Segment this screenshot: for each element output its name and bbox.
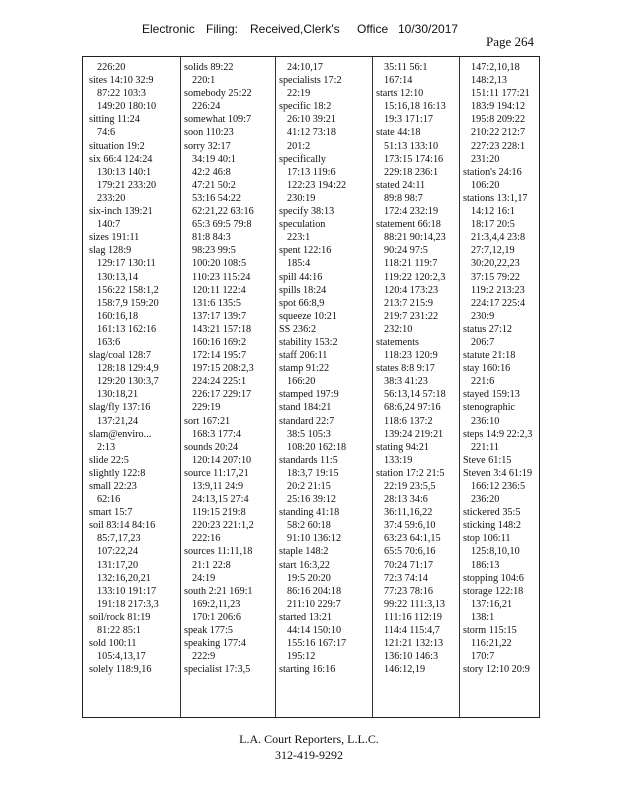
index-entry: steps 14:9 22:2,3 [463, 428, 533, 440]
index-page-refs: 119:22 120:2,3 [384, 271, 446, 283]
index-column-5 [463, 61, 551, 713]
index-entry: soil 83:14 84:16 [89, 520, 156, 532]
index-page-refs: 140:7 [97, 219, 121, 231]
index-entry: story 12:10 20:9 [463, 664, 530, 676]
index-page-refs: 88:21 90:14,23 [384, 232, 446, 244]
index-page-refs: 19:3 171:17 [384, 114, 433, 126]
index-page-refs: 77:23 78:16 [384, 585, 433, 597]
header-electronic: Electronic [142, 22, 195, 36]
index-page-refs: 230:9 [471, 310, 495, 322]
index-page-refs: 161:13 162:16 [97, 323, 157, 335]
index-page-refs: 44:14 150:10 [287, 625, 342, 637]
index-entry: status 27:12 [463, 323, 512, 335]
index-page-refs: 58:2 60:18 [287, 520, 331, 532]
index-page-refs: 226:17 229:17 [192, 389, 252, 401]
index-entry: standards 11:5 [279, 454, 338, 466]
index-entry: storage 122:18 [463, 585, 524, 597]
index-page-refs: 219:7 231:22 [384, 310, 439, 322]
index-page-refs: 148:2,13 [471, 75, 507, 87]
index-page-refs: 22:19 [287, 88, 311, 100]
index-page-refs: 183:9 194:12 [471, 101, 526, 113]
index-page-refs: 226:24 [192, 101, 221, 113]
index-page-refs: 90:24 97:5 [384, 245, 428, 257]
index-page-refs: 172:14 195:7 [192, 350, 247, 362]
index-entry: stand 184:21 [279, 402, 332, 414]
index-page-refs: 100:20 108:5 [192, 258, 247, 270]
index-entry: soon 110:23 [184, 127, 234, 139]
index-page-refs: 36:11,16,22 [384, 507, 433, 519]
index-page-refs: 133:10 191:17 [97, 585, 157, 597]
index-page-refs: 34:19 40:1 [192, 153, 236, 165]
header-filing: Filing: [206, 22, 239, 36]
index-page-refs: 2:13 [97, 441, 116, 453]
index-entry: Steve 61:15 [463, 454, 512, 466]
index-page-refs: 42:2 46:8 [192, 166, 231, 178]
index-page-refs: 72:3 74:14 [384, 572, 428, 584]
index-page-refs: 27:7,12,19 [471, 245, 515, 257]
column-divider [180, 57, 181, 717]
index-page-refs: 120:4 173:23 [384, 284, 439, 296]
index-page-refs: 19:5 20:20 [287, 572, 331, 584]
index-page-refs: 236:10 [471, 415, 500, 427]
index-page-refs: 62:16 [97, 494, 121, 506]
index-page-refs: 119:2 213:23 [471, 284, 525, 296]
index-page-refs: 21:1 22:8 [192, 559, 231, 571]
index-page-refs: 85:7,17,23 [97, 533, 141, 545]
index-entry: speaking 177:4 [184, 638, 246, 650]
index-page-refs: 22:19 23:5,5 [384, 481, 436, 492]
index-entry: slam@enviro... [89, 428, 152, 440]
index-page-refs: 197:15 208:2,3 [192, 363, 254, 375]
index-page-refs: 227:23 228:1 [471, 140, 526, 152]
index-entry: statement 66:18 [376, 219, 441, 231]
index-page-refs: 149:20 180:10 [97, 101, 157, 113]
index-page-refs: 56:13,14 57:18 [384, 389, 446, 401]
index-page-refs: 51:13 133:10 [384, 140, 439, 152]
index-entry: statements [376, 336, 420, 348]
index-entry: spent 122:16 [279, 245, 332, 257]
index-page-refs: 168:3 177:4 [192, 428, 241, 440]
index-page-refs: 160:16,18 [97, 310, 139, 322]
index-page-refs: 151:11 177:21 [471, 88, 530, 100]
index-page-refs: 86:16 204:18 [287, 585, 342, 597]
index-entry: staple 148:2 [279, 546, 329, 558]
index-entry: solely 118:9,16 [89, 664, 152, 676]
index-page-refs: 146:12,19 [384, 664, 426, 676]
index-entry: solids 89:22 [184, 62, 234, 73]
index-entry: station's 24:16 [463, 166, 522, 178]
index-entry: station 17:2 21:5 [376, 467, 445, 479]
index-entry: stamped 197:9 [279, 389, 339, 401]
index-page-refs: 108:20 162:18 [287, 441, 347, 453]
index-page-refs: 155:16 167:17 [287, 638, 347, 650]
index-entry: slag/fly 137:16 [89, 402, 151, 414]
index-entry: Steven 3:4 61:19 [463, 467, 533, 479]
index-entry: states 8:8 9:17 [376, 363, 435, 375]
index-page-refs: 201:2 [287, 140, 311, 152]
index-page-refs: 129:20 130:3,7 [97, 376, 159, 388]
index-page-refs: 53:16 54:22 [192, 192, 241, 204]
index-page-refs: 14:12 16:1 [471, 206, 515, 218]
index-page-refs: 114:4 115:4,7 [384, 625, 440, 637]
header-office: Office [357, 22, 389, 36]
index-page-refs: 221:6 [471, 376, 495, 388]
index-page-refs: 20:2 21:15 [287, 481, 331, 492]
index-entry: stickered 35:5 [463, 507, 521, 519]
footer-phone: 312-419-9292 [275, 748, 343, 762]
index-page-refs: 233:20 [97, 192, 126, 204]
index-entry: somebody 25:22 [184, 88, 252, 100]
index-page-refs: 89:8 98:7 [384, 192, 423, 204]
index-page-refs: 129:17 130:11 [97, 258, 156, 270]
index-page-refs: 119:15 219:8 [192, 507, 246, 519]
index-page-refs: 81:8 84:3 [192, 232, 231, 244]
index-page-refs: 160:16 169:2 [192, 336, 247, 348]
index-entry: spills 18:24 [279, 284, 327, 296]
index-page-refs: 37:4 59:6,10 [384, 520, 436, 532]
column-divider [372, 57, 373, 717]
index-entry: slightly 122:8 [89, 467, 146, 479]
index-page-refs: 222:16 [192, 533, 221, 545]
index-page-refs: 120:11 122:4 [192, 284, 246, 296]
index-entry: somewhat 109:7 [184, 114, 252, 126]
index-page-refs: 232:10 [384, 323, 413, 335]
index-entry: source 11:17,21 [184, 467, 249, 479]
index-page-refs: 24:13,15 27:4 [192, 494, 249, 506]
index-entry: slag/coal 128:7 [89, 350, 151, 362]
index-page-refs: 38:5 105:3 [287, 428, 331, 440]
index-page-refs: 137:17 139:7 [192, 310, 247, 322]
index-page-refs: 122:23 194:22 [287, 179, 347, 191]
index-page-refs: 195:12 [287, 651, 316, 663]
index-entry: standing 41:18 [279, 507, 340, 519]
index-entry: sticking 148:2 [463, 520, 522, 532]
index-page-refs: 236:20 [471, 494, 500, 506]
index-entry: standard 22:7 [279, 415, 335, 427]
index-page-refs: 220:23 221:1,2 [192, 520, 254, 532]
index-page-refs: 173:15 174:16 [384, 153, 444, 165]
index-page-refs: 210:22 212:7 [471, 127, 526, 139]
index-page-refs: 110:23 115:24 [192, 271, 251, 283]
index-entry: smart 15:7 [89, 507, 133, 519]
index-page-refs: 30:20,22,23 [471, 258, 520, 270]
index-page-refs: 18:3,7 19:15 [287, 467, 339, 479]
index-entry: speculation [279, 219, 326, 231]
index-entry: stayed 159:13 [463, 389, 520, 401]
index-page-refs: 47:21 50:2 [192, 179, 236, 191]
index-table [82, 56, 540, 718]
header-date: 10/30/2017 [398, 22, 459, 36]
index-page-refs: 62:21,22 63:16 [192, 206, 254, 218]
index-page-refs: 226:20 [97, 62, 126, 73]
index-page-refs: 111:16 112:19 [384, 611, 443, 623]
column-divider [275, 57, 276, 717]
index-page-refs: 158:7,9 159:20 [97, 297, 159, 309]
index-page-refs: 99:22 111:3,13 [384, 598, 445, 610]
index-entry: starting 16:16 [279, 664, 336, 676]
index-column-4 [376, 61, 464, 713]
index-page-refs: 186:13 [471, 559, 500, 571]
index-page-refs: 138:1 [471, 611, 495, 623]
index-page-refs: 70:24 71:17 [384, 559, 433, 571]
index-entry: stenographic [463, 402, 516, 414]
index-page-refs: 185:4 [287, 258, 311, 270]
index-page-refs: 116:21,22 [471, 638, 512, 650]
index-page-refs: 41:12 73:18 [287, 127, 336, 139]
index-page-refs: 24:19 [192, 572, 216, 584]
index-page-refs: 118:23 120:9 [384, 350, 438, 362]
index-page-refs: 87:22 103:3 [97, 88, 146, 100]
index-entry: stop 106:11 [463, 533, 511, 545]
index-entry: sites 14:10 32:9 [89, 75, 154, 87]
index-page-refs: 206:7 [471, 336, 495, 348]
index-entry: sizes 191:11 [89, 232, 140, 244]
index-entry: sounds 20:24 [184, 441, 239, 453]
index-page-refs: 191:18 217:3,3 [97, 598, 159, 610]
index-page-refs: 172:4 232:19 [384, 206, 439, 218]
index-entry: situation 19:2 [89, 140, 145, 152]
index-page-refs: 38:3 41:23 [384, 376, 428, 388]
index-page-refs: 211:10 229:7 [287, 598, 341, 610]
index-entry: sort 167:21 [184, 415, 231, 427]
index-page-refs: 166:20 [287, 376, 316, 388]
index-page-refs: 213:7 215:9 [384, 297, 433, 309]
index-entry: stability 153:2 [279, 336, 338, 348]
index-page-refs: 106:20 [471, 179, 500, 191]
index-entry: sold 100:11 [89, 638, 137, 650]
index-entry: stamp 91:22 [279, 363, 330, 375]
index-page-refs: 15:16,18 16:13 [384, 101, 446, 113]
index-page-refs: 147:2,10,18 [471, 62, 520, 73]
index-page-refs: 118:6 137:2 [384, 415, 433, 427]
header-received-clerks: Received,Clerk's [250, 22, 340, 36]
index-page-refs: 131:17,20 [97, 559, 139, 571]
index-page-refs: 179:21 233:20 [97, 179, 157, 191]
index-entry: squeeze 10:21 [279, 310, 337, 322]
index-page-refs: 139:24 219:21 [384, 428, 444, 440]
index-page-refs: 24:10,17 [287, 62, 323, 73]
index-entry: specific 18:2 [279, 101, 332, 113]
index-column-2 [184, 61, 272, 713]
index-entry: stated 24:11 [376, 179, 426, 191]
index-page-refs: 28:13 34:6 [384, 494, 428, 506]
index-entry: state 44:18 [376, 127, 421, 139]
index-page-refs: 128:18 129:4,9 [97, 363, 159, 375]
index-entry: started 13:21 [279, 611, 332, 623]
index-entry: small 22:23 [89, 481, 137, 492]
footer-company: L.A. Court Reporters, L.L.C. [239, 732, 379, 746]
index-page-refs: 107:22,24 [97, 546, 139, 558]
index-page-refs: 125:8,10,10 [471, 546, 520, 558]
index-page-refs: 105:4,13,17 [97, 651, 146, 663]
index-page-refs: 63:23 64:1,15 [384, 533, 441, 545]
index-page-refs: 136:10 146:3 [384, 651, 439, 663]
index-page-refs: 220:1 [192, 75, 216, 87]
index-column-1 [89, 61, 177, 713]
index-page-refs: 91:10 136:12 [287, 533, 342, 545]
index-entry: sources 11:11,18 [184, 546, 253, 558]
index-page-refs: 13:9,11 24:9 [192, 481, 244, 492]
index-page-refs: 118:21 119:7 [384, 258, 438, 270]
index-column-3 [279, 61, 367, 713]
index-page-refs: 195:8 209:22 [471, 114, 526, 126]
index-entry: soil/rock 81:19 [89, 611, 151, 623]
index-page-refs: 131:6 135:5 [192, 297, 241, 309]
index-page-refs: 130:13 140:1 [97, 166, 152, 178]
index-page-refs: 21:3,4,4 23:8 [471, 232, 526, 244]
index-page-refs: 163:6 [97, 336, 121, 348]
index-entry: sitting 11:24 [89, 114, 140, 126]
index-entry: slide 22:5 [89, 454, 129, 466]
index-page-refs: 229:19 [192, 402, 221, 414]
index-page-refs: 26:10 39:21 [287, 114, 336, 126]
index-page-refs: 37:15 79:22 [471, 271, 520, 283]
index-entry: stations 13:1,17 [463, 192, 528, 204]
index-page-refs: 132:16,20,21 [97, 572, 151, 584]
index-entry: speak 177:5 [184, 625, 233, 637]
index-page-refs: 221:11 [471, 441, 499, 453]
index-entry: staff 206:11 [279, 350, 328, 362]
index-entry: stopping 104:6 [463, 572, 524, 584]
index-entry: SS 236:2 [279, 323, 317, 335]
index-page-refs: 223:1 [287, 232, 311, 244]
index-page-refs: 81:22 85:1 [97, 625, 141, 637]
index-page-refs: 170:1 206:6 [192, 611, 241, 623]
index-page-refs: 222:9 [192, 651, 216, 663]
index-entry: specify 38:13 [279, 206, 335, 218]
index-page-refs: 65:3 69:5 79:8 [192, 219, 252, 231]
index-entry: six 66:4 124:24 [89, 153, 153, 165]
index-entry: spot 66:8,9 [279, 297, 325, 309]
index-page-refs: 133:19 [384, 454, 413, 466]
index-page-refs: 25:16 39:12 [287, 494, 336, 506]
index-page-refs: 166:12 236:5 [471, 481, 526, 492]
index-entry: spill 44:16 [279, 271, 323, 283]
index-entry: specifically [279, 153, 326, 165]
index-page-refs: 74:6 [97, 127, 116, 139]
index-page-refs: 224:24 225:1 [192, 376, 247, 388]
index-entry: south 2:21 169:1 [184, 585, 253, 597]
index-page-refs: 98:23 99:5 [192, 245, 236, 257]
index-page-refs: 229:18 236:1 [384, 166, 439, 178]
index-entry: specialist 17:3,5 [184, 664, 251, 676]
index-entry: sorry 32:17 [184, 140, 231, 152]
index-page-refs: 68:6,24 97:16 [384, 402, 441, 414]
page-number: Page 264 [485, 34, 534, 49]
index-page-refs: 18:17 20:5 [471, 219, 515, 231]
index-page-refs: 120:14 207:10 [192, 454, 252, 466]
index-entry: slag 128:9 [89, 245, 132, 257]
column-divider [459, 57, 460, 717]
index-page-refs: 137:21,24 [97, 415, 139, 427]
index-entry: start 16:3,22 [279, 559, 330, 571]
index-page-refs: 137:16,21 [471, 598, 513, 610]
index-entry: storm 115:15 [463, 625, 517, 637]
index-page-refs: 65:5 70:6,16 [384, 546, 436, 558]
index-entry: stating 94:21 [376, 441, 429, 453]
index-page-refs: 167:14 [384, 75, 413, 87]
index-entry: stay 160:16 [463, 363, 511, 375]
index-page-refs: 121:21 132:13 [384, 638, 444, 650]
index-page-refs: 17:13 119:6 [287, 166, 336, 178]
index-entry: specialists 17:2 [279, 75, 342, 87]
index-page-refs: 170:7 [471, 651, 495, 663]
index-page-refs: 156:22 158:1,2 [97, 284, 159, 296]
index-page-refs: 224:17 225:4 [471, 297, 526, 309]
index-page-refs: 35:11 56:1 [384, 62, 428, 73]
index-page-refs: 130:18,21 [97, 389, 139, 401]
index-page-refs: 230:19 [287, 192, 316, 204]
index-page-refs: 169:2,11,23 [192, 598, 241, 610]
index-page-refs: 143:21 157:18 [192, 323, 252, 335]
index-entry: starts 12:10 [376, 88, 424, 100]
index-entry: six-inch 139:21 [89, 206, 153, 218]
index-entry: statute 21:18 [463, 350, 516, 362]
index-page-refs: 130:13,14 [97, 271, 139, 283]
index-page-refs: 231:20 [471, 153, 500, 165]
